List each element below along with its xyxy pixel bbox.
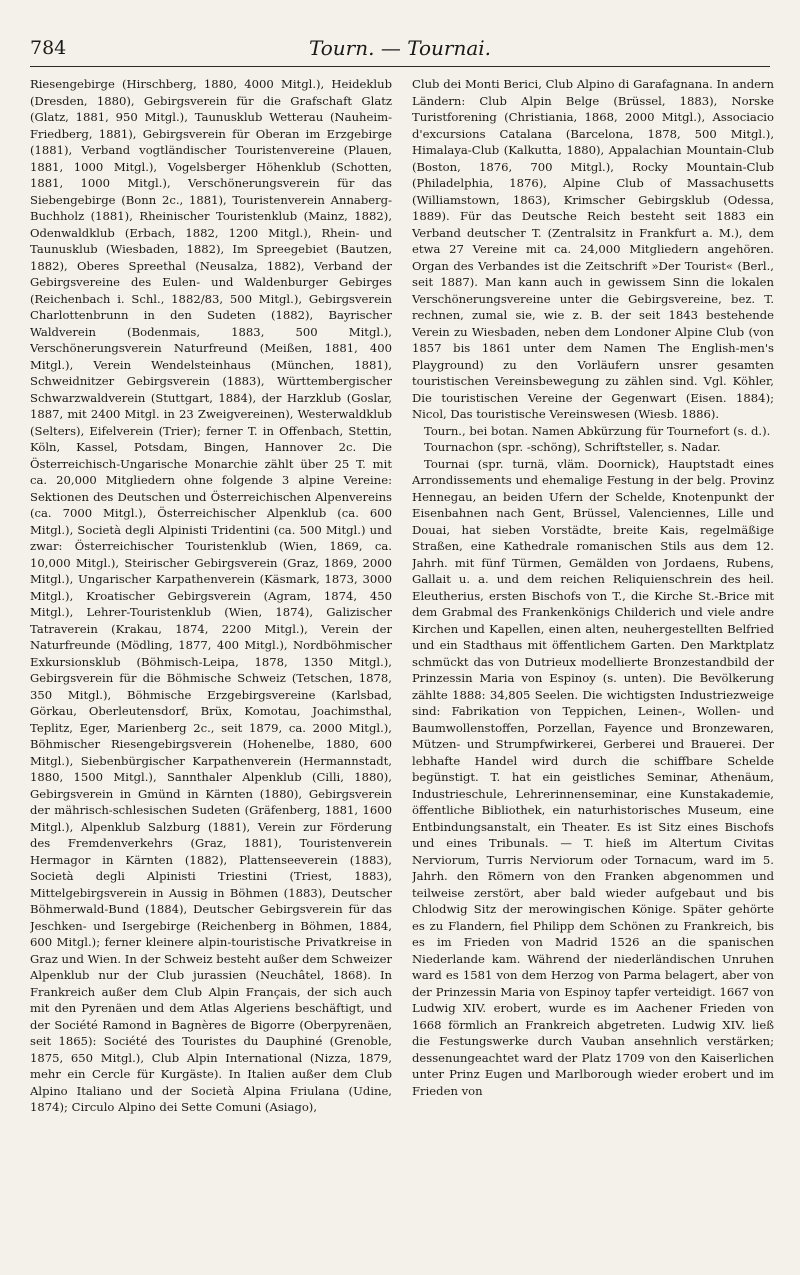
paragraph: Riesengebirge (Hirschberg, 1880, 4000 Mitgl.), Heideklub (Dresden, 1880), Gebirgsverein für die Grafschaft Glatz (Glatz, 1881, 950 Mitgl.), Taunusklub Wetterau (Nauheim-Friedberg, 1881), Gebirgsverein für Oberan im Erzgebirge (1881), Verband vogtländischer Touristenvereine (Plauen, 1881, 1000 Mitgl.), Vogelsberger Höhenklub (Schotten, 1881, 1000 Mitgl.), Verschönerungsverein für das Siebengebirge (Bonn 2c., 1881), Touristenverein Annaberg-Buchholz (1881), Rheinischer Touristenklub (Mainz, 1882), Odenwaldklub (Erbach, 1882, 1200 Mitgl.), Rhein- und Taunusklub (Wiesbaden, 1882), Im Spreegebiet (Bautzen, 1882), Oberes Spreethal (Neusalza, 1882), Verband der Gebirgsvereine des Eulen- und Waldenburger Gebirges (Reichenbach i. Schl., 1882/83, 500 Mitgl.), Gebirgsverein Charlottenbrunn in den Sudeten (1882), Bayrischer Waldverein (Bodenmais, 1883, 500 Mitgl.), Verschönerungsverein Naturfreund (Meißen, 1881, 400 Mitgl.), Verein Wendelsteinhaus (München, 1881), Schweidnitzer Gebirgsverein (1883), Württembergischer Schwarzwaldverein (Stuttgart, 1884), der Harzklub (Goslar, 1887, mit 2400 Mitgl. in 23 Zweigvereinen), Westerwaldklub (Selters), Eifelverein (Trier); ferner T. in Offenbach, Stettin, Köln, Kassel, Potsdam, Bingen, Hannover 2c. Die Österreichisch-Ungarische Monarchie zählt über 25 T. mit ca. 20,000 Mitgliedern ohne folgende 3 alpine Vereine: Sektionen des Deutschen und Österreichischen Alpenvereins (ca. 7000 Mitgl.), Österreichischer Alpenklub (ca. 600 Mitgl.), Società degli Alpinisti Tridentini (ca. 500 Mitgl.) und zwar: Österreichischer Touristenklub (Wien, 1869, ca. 10,000 Mitgl.), Steirischer Gebirgsverein (Graz, 1869, 2000 Mitgl.), Ungarischer Karpathenverein (Käsmark, 1873, 3000 Mitgl.), Kroatischer Gebirgsverein (Agram, 1874, 450 Mitgl.), Lehrer-Touristenklub (Wien, 1874), Galizischer Tatraverein (Krakau, 1874, 2200 Mitgl.), Verein der Naturfreunde (Mödling, 1877, 400 Mitgl.), Nordböhmischer Exkursionsklub (Böhmisch-Leipa, 1878, 1350 Mitgl.), Gebirgsverein für die Böhmische Schweiz (Tetschen, 1878, 350 Mitgl.), Böhmische Erzgebirgsvereine (Karlsbad, Görkau, Oberleutensdorf, Brüx, Komotau, Joachimsthal, Teplitz, Eger, Marienberg 2c., seit 1879, ca. 2000 Mitgl.), Böhmischer Riesengebirgsverein (Hohenelbe, 1880, 600 Mitgl.), Siebenbürgischer Karpathenverein (Hermannstadt, 1880, 1500 Mitgl.), Sannthaler Alpenklub (Cilli, 1880), Gebirgsverein in Gmünd in Kärnten (1880), Gebirgsverein der mährisch-schlesischen Sudeten (Gräfenberg, 1881, 1600 Mitgl.), Alpenklub Salzburg (1881), Verein zur Förderung des Fremdenverkehrs (Graz, 1881), Touristenverein Hermagor in Kärnten (1882), Plattenseeverein (1883), Società degli Alpinisti Triestini (Triest, 1883), Mittelgebirgsverein in Aussig in Böhmen (1883), Deutscher Böhmerwald-Bund (1884), Deutscher Gebirgsverein für das Jeschken- und Isergebirge (Reichenberg in Böhmen, 1884, 600 Mitgl.); ferner kleinere alpin-touristische Privatkreise in Graz und Wien. In der Schweiz besteht außer dem Schweizer Alpenklub nur der Club jurassien (Neuchâtel, 1868). In Frankreich außer dem Club Alpin Français, der sich auch mit den Pyrenäen und dem Atlas Algeriens beschäftigt, und der Société Ramond in Bagnères de Bigorre (Oberpyrenäen, seit 1865): Société des Touristes du Dauphiné (Grenoble, 1875, 650 Mitgl.), Club Alpin International (Nizza, 1879, mehr ein Cercle für Kurgäste). In Italien außer dem Club Alpino Italiano und der Società Alpina Friulana (Udine, 1874); Circulo Alpino dei Sette Comuni (Asiago),: [30, 77, 392, 1114]
entry-tournai: Tournai (spr. turnä, vläm. Doornick), Hauptstadt eines Arrondissements und ehemalige Festung in der belg. Provinz Hennegau, an beiden Ufern der Schelde, Knotenpunkt der Eisenbahnen nach Gent, Brüssel, Valenciennes, Lille und Douai, hat sieben Vorstädte, breite Kais, regelmäßige Straßen, eine Kathedrale romanischen Stils aus dem 12. Jahrh. mit fünf Türmen, Gemälden von Jordaens, Rubens, Gallait u. a. und dem reichen Reliquienschrein des heil. Eleutherius, ersten Bischofs von T., die Kirche St.-Brice mit dem Grabmal des Frankenkönigs Childerich und viele andre Kirchen und Kapellen, einen alten, neuhergestellten Belfried und ein Stadthaus mit öffentlichem Garten. Den Marktplatz schmückt das von Dutrieux modellierte Bronzestandbild der Prinzessin Maria von Espinoy (s. unten). Die Bevölkerung zählte 1888: 34,805 Seelen. Die wichtigsten Industriezweige sind: Fabrikation von Teppichen, Leinen-, Wollen- und Baumwollenstoffen, Porzellan, Fayence und Bronzewaren, Mützen- und Strumpfwirkerei, Gerberei und Brauerei. Der lebhafte Handel wird durch die schiffbare Schelde begünstigt. T. hat ein geistliches Seminar, Athenäum, Industrieschule, Lehrerinnenseminar, eine Kunstakademie, öffentliche Bibliothek, ein naturhistorisches Museum, eine Entbindungsanstalt, ein Theater. Es ist Sitz eines Bischofs und eines Tribunals. — T. hieß im Altertum Civitas Nerviorum, Turris Nerviorum oder Tornacum, ward im 5. Jahrh. den Römern von den Franken abgenommen und teilweise zerstört, aber bald wieder aufgebaut und bis Chlodwig Sitz der merowingischen Könige. Später gehörte es zu Flandern, fiel Philipp dem Schönen zu Frankreich, bis es im Frieden von Madrid 1526 an die spanischen Niederlande kam. Während der niederländischen Unruhen ward es 1581 von dem Herzog von Parma belagert, aber von der Prinzessin Maria von Espinoy tapfer verteidigt. 1667 von Ludwig XIV. erobert, wurde es im Aachener Frieden von 1668 förmlich an Frankreich abgetreten. Ludwig XIV. ließ die Festungswerke durch Vauban ansehnlich verstärken; dessenungeachtet ward der Platz 1709 von den Kaiserlichen unter Prinz Eugen und Marlborough wieder erobert und im Frieden von: [412, 456, 774, 1098]
right-column: [412, 76, 774, 1271]
entry-tournachon: Tournachon (spr. -schöng), Schriftsteller, s. Nadar.: [424, 440, 721, 454]
text-columns: [30, 76, 774, 1271]
page-number: 784: [30, 37, 67, 59]
paragraph: Club dei Monti Berici, Club Alpino di Garafagnana. In andern Ländern: Club Alpin Belge (Brüssel, 1883), Norske Turistforening (Christiania, 1868, 2000 Mitgl.), Associacio d'excursions Catalana (Barcelona, 1878, 500 Mitgl.), Himalaya-Club (Kalkutta, 1880), Appalachian Mountain-Club (Boston, 1876, 700 Mitgl.), Rocky Mountain-Club (Philadelphia, 1876), Alpine Club of Massachusetts (Williamstown, 1863), Krimscher Gebirgsklub (Odessa, 1889). Für das Deutsche Reich besteht seit 1883 ein Verband deutscher T. (Zentralsitz in Frankfurt a. M.), dem etwa 27 Vereine mit ca. 24,000 Mitgliedern angehören. Organ des Verbandes ist die Zeitschrift »Der Tourist« (Berl., seit 1887). Man kann auch in gewissem Sinn die lokalen Verschönerungsvereine unter die Gebirgsvereine, bez. T. rechnen, zumal sie, wie z. B. der seit 1843 bestehende Verein zu Wiesbaden, neben dem Londoner Alpine Club (von 1857 bis 1861 unter dem Namen The English-men's Playground) zu den Vorläufern unsrer gesamten touristischen Vereinsbewegung zu zählen sind. Vgl. Köhler, Die touristischen Vereine der Gegenwart (Eisen. 1884); Nicol, Das touristische Vereinswesen (Wiesb. 1886).: [412, 77, 774, 421]
running-title: Tourn. — Tournai.: [308, 36, 492, 60]
left-column: [30, 76, 392, 1271]
page-header: [30, 34, 770, 67]
entry-tourn: Tourn., bei botan. Namen Abkürzung für Tournefort (s. d.).: [424, 423, 771, 438]
